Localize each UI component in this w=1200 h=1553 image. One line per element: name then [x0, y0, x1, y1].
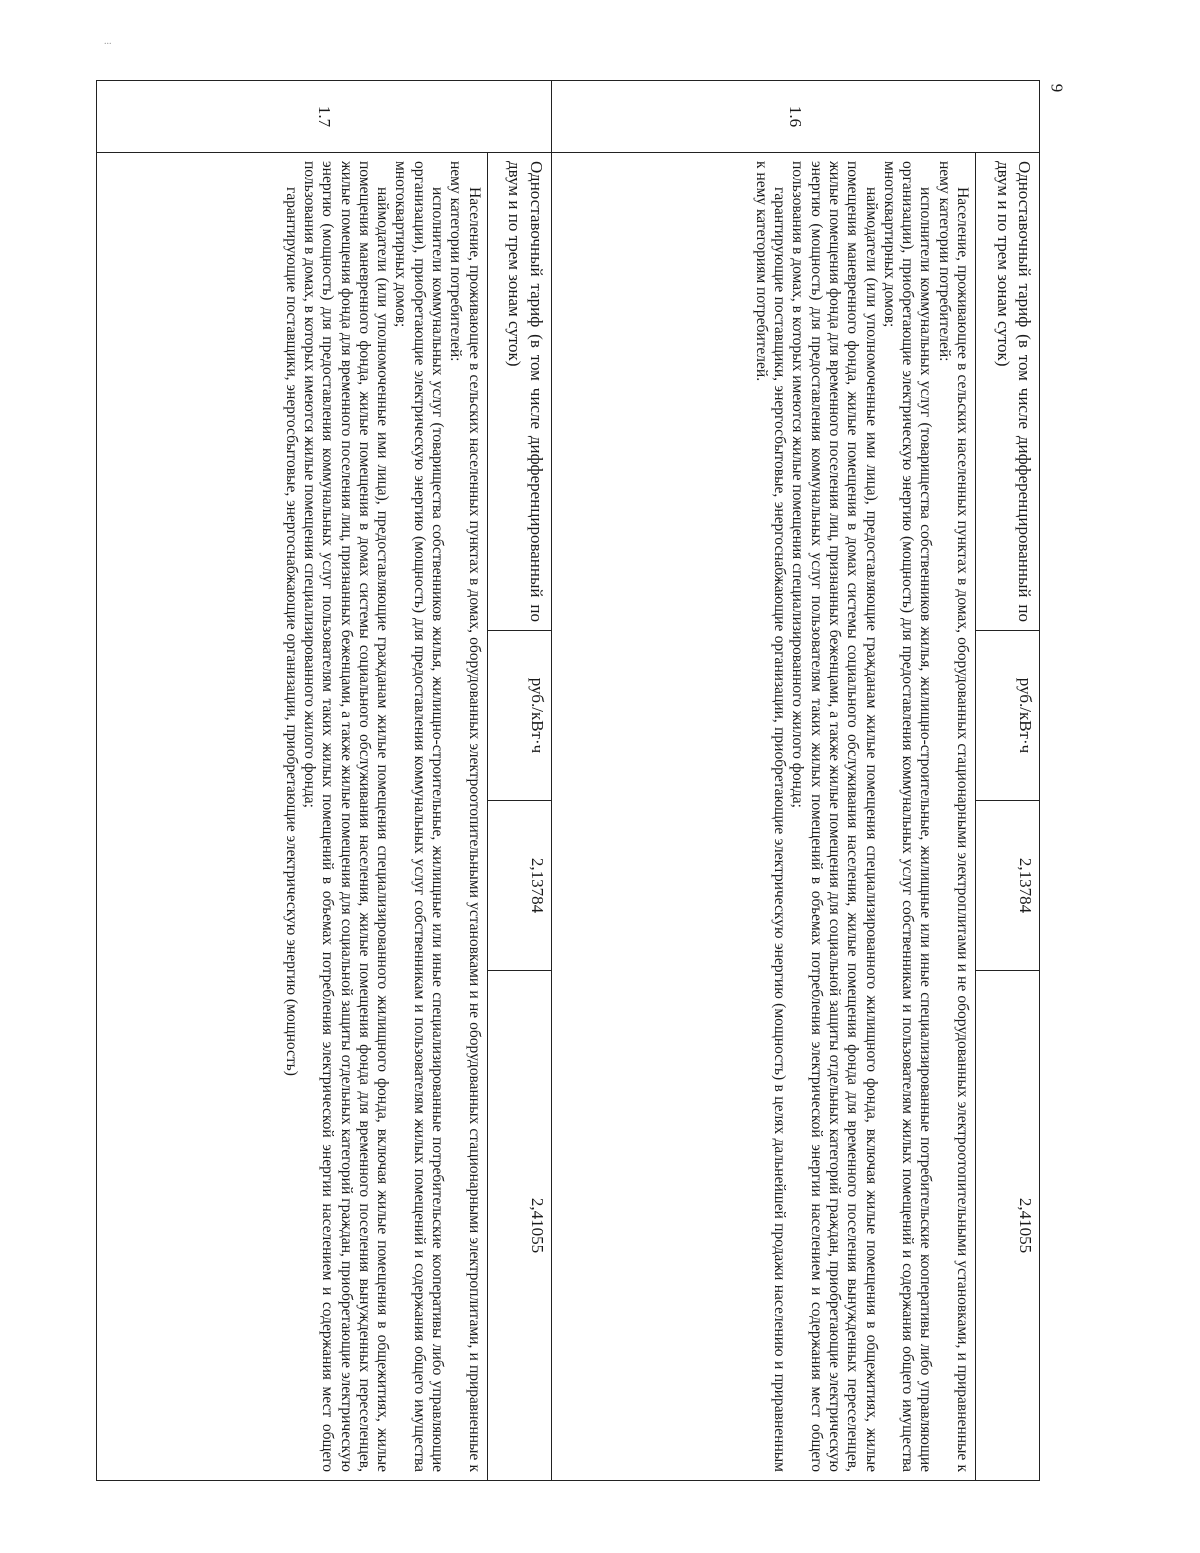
tariff-row-1-7 [487, 81, 551, 1481]
description-paragraph: гарантирующие поставщики, энергосбытовые, энергоснабжающие организации, приобретающие электрическую энергию (мощность) [282, 187, 300, 1076]
tariff-row-1-6 [976, 81, 1040, 1481]
tariff-value-first-half: 2,13784 [487, 801, 551, 971]
tariff-table [96, 80, 1040, 1481]
page-number: 9 [1046, 83, 1066, 93]
description-paragraph: Население, проживающее в сельских населенных пунктах в домах, оборудованных электроотопительными установками и не оборудованных стационарными электроплитами, и приравненные к нему категории потребителей: [447, 161, 483, 1472]
consumer-description-row-1-7 [97, 81, 488, 1481]
row-number: 1.7 [97, 81, 552, 153]
description-paragraph: наймодатели (или уполномоченные ими лица), предоставляющие гражданам жилые помещения специализированного жилищного фонда, включая жилые помещения в общежитиях, жилые помещения маневренного фонда, жилые помещения в домах системы социального обслуживания населения, жилые помещения фонда для временного поселения вынужденных переселенцев, жилые помещения фонда для временного поселения лиц, признанных беженцами, а также жилые помещения для социальной защиты отдельных категорий граждан, приобретающие электрическую энергию (мощность) для предоставления коммунальных услуг пользователям таких жилых помещений в объемах потребления электрической энергии населением и содержания мест общего пользования в домах, в которых имеются жилые помещения специализированного жилого фонда; [789, 161, 880, 1472]
description-paragraph: Население, проживающее в сельских населенных пунктах в домах, оборудованных стационарными электроплитами и не оборудованных электроотопительными установками, и приравненные к нему категории потребителей: [935, 161, 971, 1472]
tariff-value-second-half: 2,41055 [976, 971, 1040, 1481]
description-paragraph: исполнители коммунальных услуг (товарищества собственников жилья, жилищно-строительные, жилищные или иные специализированные потребительские кооперативы либо управляющие организации), приобретающие электрическую энергию (мощность) для предоставления коммунальных услуг собственникам и пользователям жилых помещений и содержания общего имущества многоквартирных домов; [880, 161, 935, 1472]
unit-cell: руб./кВт·ч [487, 631, 551, 801]
consumer-description [97, 153, 488, 1481]
consumer-description-row-1-6 [551, 81, 975, 1481]
tariff-value-first-half: 2,13784 [976, 801, 1040, 971]
row-number: 1.6 [551, 81, 1039, 153]
description-paragraph: гарантирующие поставщики, энергосбытовые, энергоснабжающие организации, приобретающие электрическую энергию (мощность) в целях дальнейшей продажи населению и приравненным к нему категориям потребителей. [752, 161, 789, 1472]
description-paragraph: исполнители коммунальных услуг (товарищества собственников жилья, жилищно-строительные, жилищные или иные специализированные потребительские кооперативы либо управляющие организации), приобретающие электрическую энергию (мощность) для предоставления коммунальных услуг собственникам и пользователям жилых помещений и содержания общего имущества многоквартирных домов; [392, 161, 446, 1472]
tariff-name: Одноставочный тариф (в том числе дифференцированный по двум и по трем зонам суток) [487, 153, 551, 631]
rotated-page-content [96, 80, 1040, 1480]
scan-mark: ... [104, 36, 112, 47]
description-paragraph: наймодатели (или уполномоченные ими лица), предоставляющие гражданам жилые помещения специализированного жилищного фонда, включая жилые помещения в общежитиях, жилые помещения маневренного фонда, жилые помещения в домах системы социального обслуживания населения, жилые помещения фонда для временного поселения вынужденных переселенцев, жилые помещения фонда для временного поселения лиц, признанных беженцами, а также жилые помещения для социальной защиты отдельных категорий граждан, приобретающие электрическую энергию (мощность) для предоставления коммунальных услуг пользователям таких жилых помещений в объемах потребления электрической энергии населением и содержания мест общего пользования в домах, в которых имеются жилые помещения специализированного жилого фонда; [300, 161, 392, 1472]
consumer-description [551, 153, 975, 1481]
unit-cell: руб./кВт·ч [976, 631, 1040, 801]
tariff-value-second-half: 2,41055 [487, 971, 551, 1481]
tariff-name: Одноставочный тариф (в том числе дифференцированный по двум и по трем зонам суток) [976, 153, 1040, 631]
